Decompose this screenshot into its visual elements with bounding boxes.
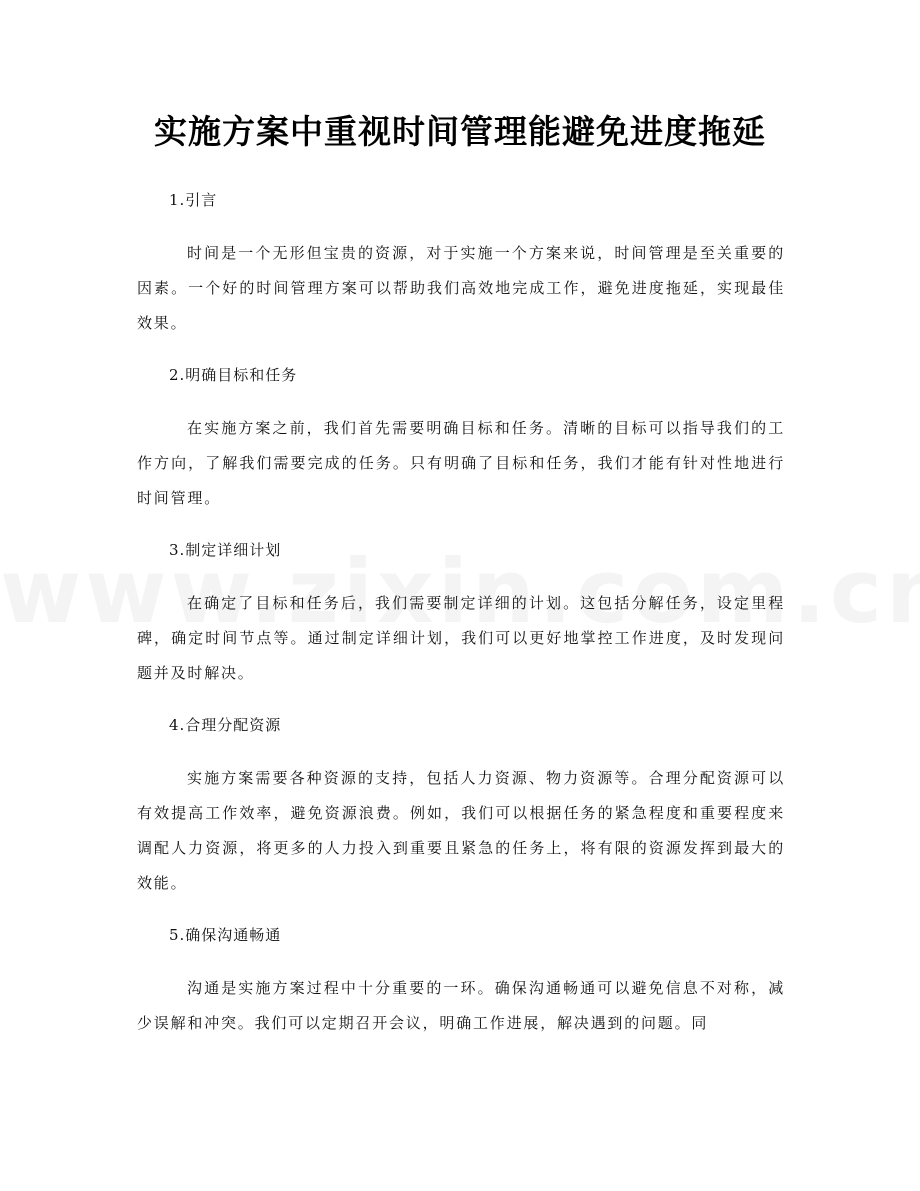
- section-paragraph-5: 沟通是实施方案过程中十分重要的一环。确保沟通畅通可以避免信息不对称，减少误解和冲突。我们可以定期召开会议，明确工作进展，解决遇到的问题。同: [137, 979, 785, 1032]
- document-body: [137, 184, 785, 1059]
- section-heading-1: 1.引言: [169, 191, 218, 209]
- section-paragraph-1: 时间是一个无形但宝贵的资源，对于实施一个方案来说，时间管理是至关重要的因素。一个好的时间管理方案可以帮助我们高效地完成工作，避免进度拖延，实现最佳效果。: [137, 244, 785, 332]
- section-paragraph-4: 实施方案需要各种资源的支持，包括人力资源、物力资源等。合理分配资源可以有效提高工作效率，避免资源浪费。例如，我们可以根据任务的紧急程度和重要程度来调配人力资源，将更多的人力投入到重要且紧急的任务上，将有限的资源发挥到最大的效能。: [137, 769, 785, 892]
- section-heading-4: 4.合理分配资源: [169, 716, 282, 734]
- section-paragraph-2: 在实施方案之前，我们首先需要明确目标和任务。清晰的目标可以指导我们的工作方向，了解我们需要完成的任务。只有明确了目标和任务，我们才能有针对性地进行时间管理。: [137, 419, 785, 507]
- section-heading-2: 2.明确目标和任务: [169, 366, 298, 384]
- section-heading-3: 3.制定详细计划: [169, 541, 282, 559]
- page-title: 实施方案中重视时间管理能避免进度拖延: [154, 112, 766, 151]
- section-heading-5: 5.确保沟通畅通: [169, 926, 282, 944]
- section-paragraph-3: 在确定了目标和任务后，我们需要制定详细的计划。这包括分解任务，设定里程碑，确定时间节点等。通过制定详细计划，我们可以更好地掌控工作进度，及时发现问题并及时解决。: [137, 594, 785, 682]
